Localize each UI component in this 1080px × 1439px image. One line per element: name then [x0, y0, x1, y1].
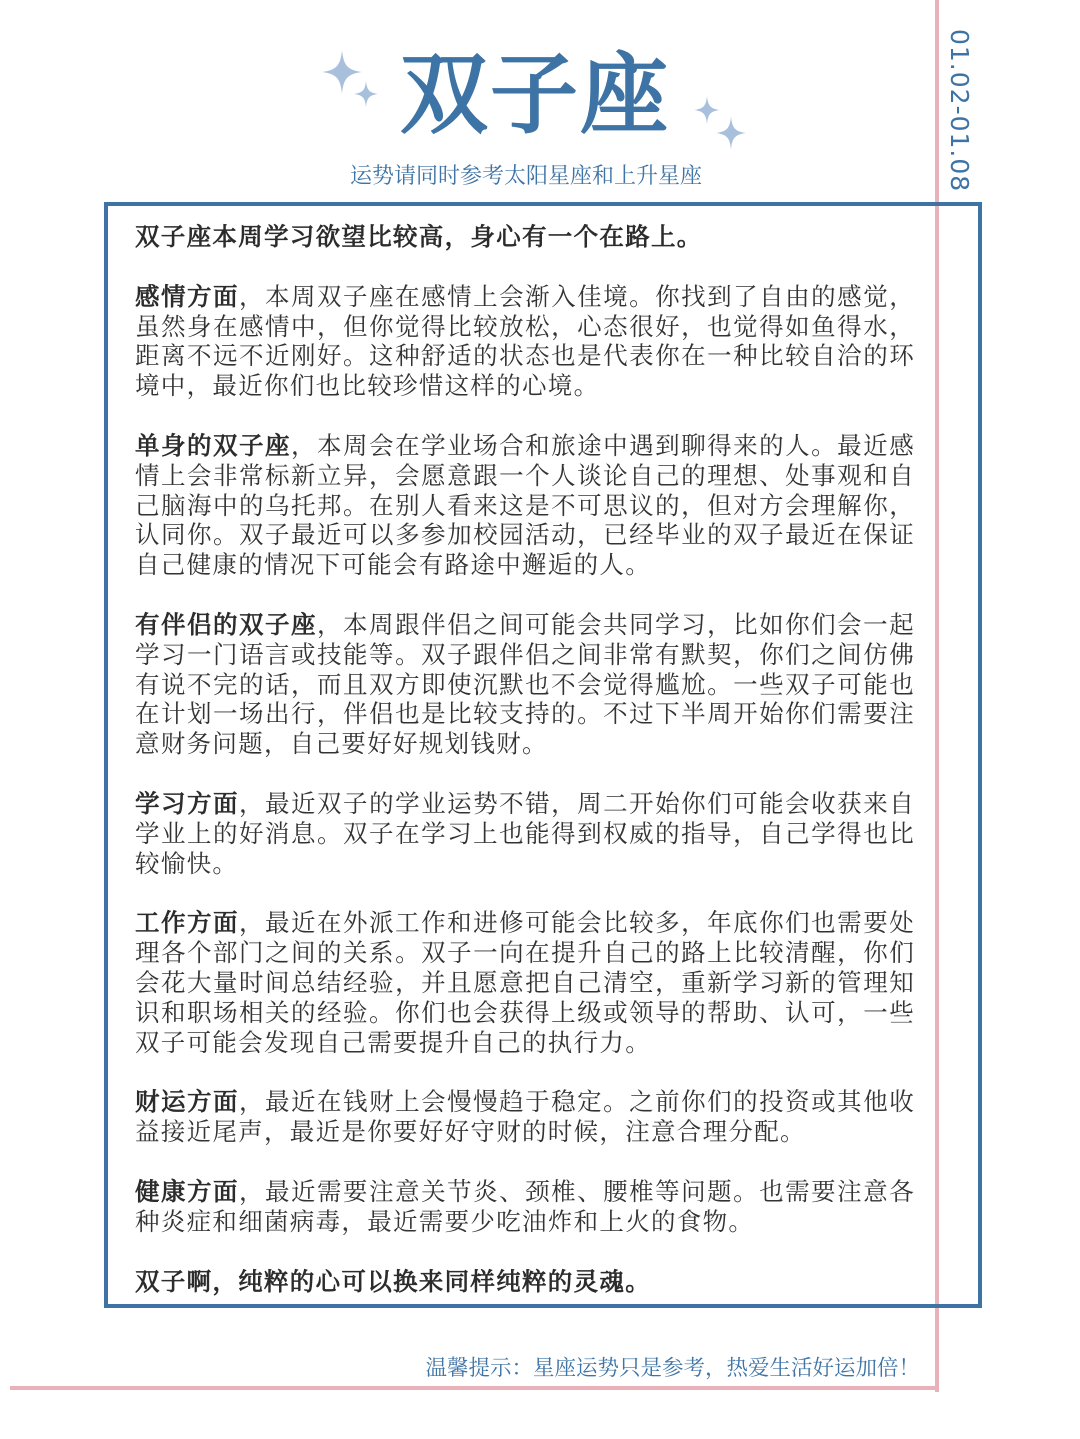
- section-text: ，本周跟伴侣之间可能会共同学习，比如你们会一起学习一门语言或技能等。双子跟伴侣之间非常有默契，你们之间仿佛有说不完的话，而且双方即使沉默也不会觉得尴尬。一些双子可能也在计划一场出行，伴侣也是比较支持的。不过下半周开始你们需要注意财务问题，自己要好好规划钱财。: [135, 609, 915, 759]
- subtitle: 运势请同时参考太阳星座和上升星座: [350, 164, 703, 189]
- sparkle-icon: [716, 116, 746, 150]
- section-text: ，最近在钱财上会慢慢趋于稳定。之前你们的投资或其他收益接近尾声，最近是你要好好守财的时候，注意合理分配。: [135, 1087, 916, 1147]
- sparkle-icon: [354, 80, 378, 108]
- section-paragraph: [135, 282, 915, 401]
- section-text: ，最近双子的学业运势不错，周二开始你们可能会收获来自学业上的好消息。双子在学习上也能得到权威的指导，自己学得也比较愉快。: [135, 788, 916, 878]
- section-lead: 单身的双子座: [135, 430, 292, 460]
- section-lead: 学习方面: [135, 788, 240, 818]
- intro-paragraph: 双子座本周学习欲望比较高，身心有一个在路上。: [135, 222, 703, 251]
- section-paragraph: [135, 908, 915, 1057]
- section-lead: 工作方面: [135, 908, 240, 938]
- section-lead: 感情方面: [135, 281, 240, 311]
- page-title: 双子座: [400, 43, 671, 146]
- section-text: ，最近需要注意关节炎、颈椎、腰椎等问题。也需要注意各种炎症和细菌病毒，最近需要少吃油炸和上火的食物。: [135, 1176, 916, 1236]
- section-paragraph: [135, 431, 915, 580]
- section-text: ，最近在外派工作和进修可能会比较多，年底你们也需要处理各个部门之间的关系。双子一向在提升自己的路上比较清醒，你们会花大量时间总结经验，并且愿意把自己清空，重新学习新的管理知识和职场相关的经验。你们也会获得上级或领导的帮助、认可，一些双子可能会发现自己需要提升自己的执行力。: [135, 908, 916, 1057]
- section-text: ，本周双子座在感情上会渐入佳境。你找到了自由的感觉，虽然身在感情中，但你觉得比较放松，心态很好，也觉得如鱼得水，距离不远不近刚好。这种舒适的状态也是代表你在一种比较自洽的环境中，最近你们也比较珍惜这样的心境。: [135, 281, 916, 401]
- closing-paragraph: 双子啊，纯粹的心可以换来同样纯粹的灵魂。: [135, 1266, 651, 1296]
- date-range: 01.02-01.08: [945, 29, 974, 193]
- section-text: ，本周会在学业场合和旅途中遇到聊得来的人。最近感情上会非常标新立异，会愿意跟一个人谈论自己的理想、处事观和自己脑海中的乌托邦。在别人看来这是不可思议的，但对方会理解你，认同你。双子最近可以多参加校园活动，已经毕业的双子最近在保证自己健康的情况下可能会有路途中邂逅的人。: [135, 430, 915, 580]
- section-lead: 有伴侣的双子座: [135, 609, 318, 639]
- section-paragraph: [135, 610, 915, 759]
- pink-horizontal-line: [10, 1386, 939, 1390]
- section-lead: 健康方面: [135, 1176, 240, 1206]
- section-paragraph: [135, 1087, 915, 1147]
- content-body: [135, 222, 915, 1326]
- section-lead: 财运方面: [135, 1087, 240, 1117]
- section-paragraph: [135, 789, 915, 878]
- footer-tip: 温馨提示：星座运势只是参考，热爱生活好运加倍！: [425, 1356, 920, 1381]
- section-paragraph: [135, 1177, 915, 1237]
